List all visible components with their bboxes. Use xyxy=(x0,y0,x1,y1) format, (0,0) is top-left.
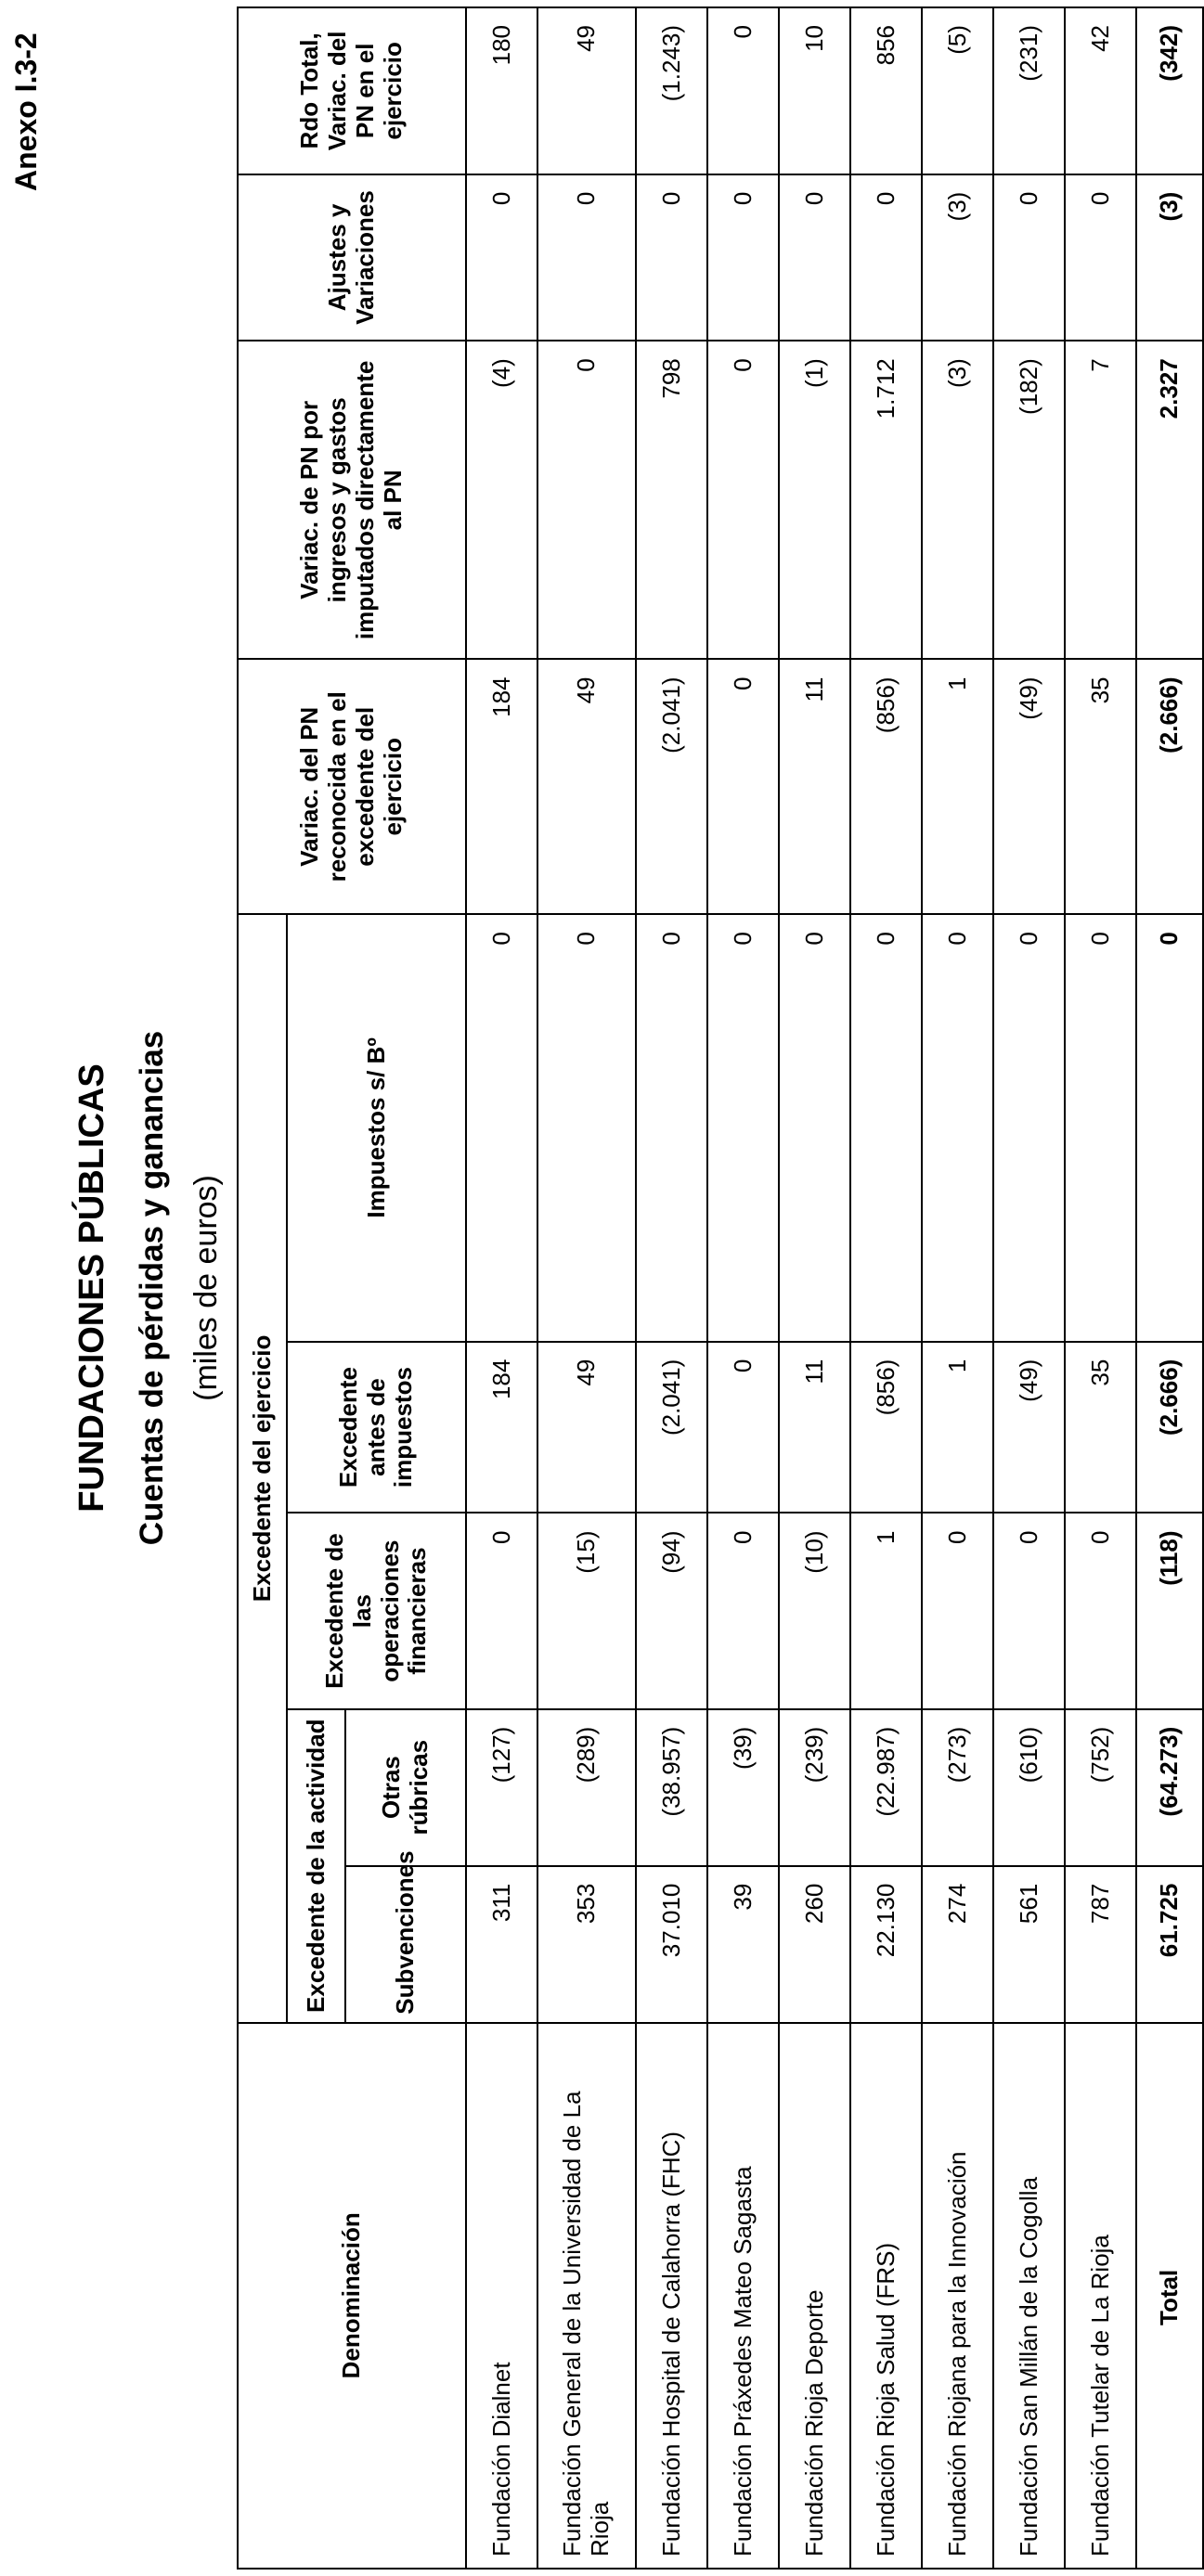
row-value: 11 xyxy=(779,1342,850,1513)
row-value: 787 xyxy=(1065,1866,1136,2023)
row-value: 0 xyxy=(707,659,779,914)
row-value: (10) xyxy=(779,1513,850,1708)
table-body xyxy=(466,7,1136,2569)
row-value: 0 xyxy=(707,341,779,659)
results-table xyxy=(237,6,1204,2570)
row-value: 10 xyxy=(779,7,850,174)
row-value: 0 xyxy=(707,914,779,1342)
row-value: (856) xyxy=(850,659,922,914)
row-value: (752) xyxy=(1065,1709,1136,1866)
total-value: 2.327 xyxy=(1136,341,1203,659)
header-rdo-total: Rdo Total, Variac. del PN en el ejercicio xyxy=(238,7,466,174)
row-value: 0 xyxy=(466,174,537,341)
units-label: (miles de euros) xyxy=(188,1175,224,1401)
row-value: 22.130 xyxy=(850,1866,922,2023)
row-name: Fundación Rioja Salud (FRS) xyxy=(850,2023,922,2569)
row-value: (610) xyxy=(993,1709,1065,1866)
row-value: 0 xyxy=(993,914,1065,1342)
total-label: Total xyxy=(1136,2023,1203,2569)
row-value: 0 xyxy=(779,914,850,1342)
row-value: (5) xyxy=(922,7,993,174)
row-value: 0 xyxy=(636,174,707,341)
row-name: Fundación Rioja Deporte xyxy=(779,2023,850,2569)
header-variac-pn-ingresos-gastos: Variac. de PN por ingresos y gastos imputados directamente al PN xyxy=(238,341,466,659)
row-name: Fundación Práxedes Mateo Sagasta xyxy=(707,2023,779,2569)
total-value: (2.666) xyxy=(1136,1342,1203,1513)
row-value: 0 xyxy=(850,174,922,341)
row-value: 1 xyxy=(850,1513,922,1708)
total-value: (342) xyxy=(1136,7,1203,174)
row-value: 37.010 xyxy=(636,1866,707,2023)
row-value: 0 xyxy=(1065,1513,1136,1708)
header-excedente-ejercicio: Excedente del ejercicio xyxy=(238,914,287,2023)
row-value: 0 xyxy=(993,1513,1065,1708)
row-value: (239) xyxy=(779,1709,850,1866)
total-row xyxy=(1136,7,1203,2569)
row-value: (1.243) xyxy=(636,7,707,174)
row-value: (15) xyxy=(537,1513,636,1708)
row-value: 180 xyxy=(466,7,537,174)
table-row xyxy=(993,7,1065,2569)
page-subtitle: Cuentas de pérdidas y ganancias xyxy=(134,1030,170,1546)
table-row xyxy=(636,7,707,2569)
row-name: Fundación Hospital de Calahorra (FHC) xyxy=(636,2023,707,2569)
row-value: 353 xyxy=(537,1866,636,2023)
row-value: 0 xyxy=(707,174,779,341)
row-value: 0 xyxy=(707,1342,779,1513)
row-value: 0 xyxy=(466,1513,537,1708)
row-value: 561 xyxy=(993,1866,1065,2023)
row-value: (4) xyxy=(466,341,537,659)
row-value: 1.712 xyxy=(850,341,922,659)
table-row xyxy=(779,7,850,2569)
row-value: 0 xyxy=(537,174,636,341)
table-row xyxy=(1065,7,1136,2569)
row-value: 35 xyxy=(1065,659,1136,914)
row-value: 184 xyxy=(466,659,537,914)
row-value: (94) xyxy=(636,1513,707,1708)
row-value: (1) xyxy=(779,341,850,659)
row-name: Fundación Tutelar de La Rioja xyxy=(1065,2023,1136,2569)
row-name: Fundación San Millán de la Cogolla xyxy=(993,2023,1065,2569)
row-value: (273) xyxy=(922,1709,993,1866)
row-value: 0 xyxy=(707,7,779,174)
row-value: (289) xyxy=(537,1709,636,1866)
table-row xyxy=(707,7,779,2569)
row-value: 0 xyxy=(636,914,707,1342)
total-value: 61.725 xyxy=(1136,1866,1203,2023)
row-value: 0 xyxy=(466,914,537,1342)
row-value: 7 xyxy=(1065,341,1136,659)
row-value: 0 xyxy=(993,174,1065,341)
table-row xyxy=(537,7,636,2569)
row-value: 39 xyxy=(707,1866,779,2023)
row-value: 35 xyxy=(1065,1342,1136,1513)
header-ajustes: Ajustes y Variaciones xyxy=(238,174,466,341)
annex-label: Anexo I.3-2 xyxy=(9,32,43,191)
row-value: (3) xyxy=(922,174,993,341)
row-name: Fundación Dialnet xyxy=(466,2023,537,2569)
row-value: 311 xyxy=(466,1866,537,2023)
row-value: (2.041) xyxy=(636,659,707,914)
row-value: (49) xyxy=(993,1342,1065,1513)
row-value: (38.957) xyxy=(636,1709,707,1866)
total-value: (3) xyxy=(1136,174,1203,341)
header-excedente-actividad: Excedente de la actividad xyxy=(287,1709,345,2023)
total-value: (64.273) xyxy=(1136,1709,1203,1866)
row-value: 0 xyxy=(1065,174,1136,341)
row-value: 49 xyxy=(537,659,636,914)
table-row xyxy=(922,7,993,2569)
row-value: 0 xyxy=(537,341,636,659)
header-denominacion: Denominación xyxy=(238,2023,466,2569)
header-exc-operaciones-financieras: Excedente de las operaciones financieras xyxy=(287,1513,466,1708)
row-value: (127) xyxy=(466,1709,537,1866)
row-value: 1 xyxy=(922,659,993,914)
row-value: 11 xyxy=(779,659,850,914)
row-value: 856 xyxy=(850,7,922,174)
header-impuestos: Impuestos s/ Bº xyxy=(287,914,466,1342)
row-value: 0 xyxy=(707,1513,779,1708)
row-name: Fundación Riojana para la Innovación xyxy=(922,2023,993,2569)
row-value: 49 xyxy=(537,7,636,174)
row-value: (49) xyxy=(993,659,1065,914)
row-value: (2.041) xyxy=(636,1342,707,1513)
row-value: (856) xyxy=(850,1342,922,1513)
row-value: 274 xyxy=(922,1866,993,2023)
row-value: 798 xyxy=(636,341,707,659)
row-value: 184 xyxy=(466,1342,537,1513)
row-value: 49 xyxy=(537,1342,636,1513)
header-variac-pn-reconocida: Variac. del PN reconocida en el excedente del ejercicio xyxy=(238,659,466,914)
table-row xyxy=(466,7,537,2569)
row-value: 1 xyxy=(922,1342,993,1513)
header-exc-antes-impuestos: Excedente antes de impuestos xyxy=(287,1342,466,1513)
total-value: (2.666) xyxy=(1136,659,1203,914)
table-row xyxy=(850,7,922,2569)
row-value: 0 xyxy=(850,914,922,1342)
row-value: 42 xyxy=(1065,7,1136,174)
row-value: (182) xyxy=(993,341,1065,659)
row-value: (231) xyxy=(993,7,1065,174)
row-value: 260 xyxy=(779,1866,850,2023)
row-value: 0 xyxy=(1065,914,1136,1342)
header-otras-rubricas: Otras rúbricas xyxy=(345,1709,466,1866)
row-value: 0 xyxy=(537,914,636,1342)
total-value: (118) xyxy=(1136,1513,1203,1708)
row-value: 0 xyxy=(922,1513,993,1708)
row-value: 0 xyxy=(779,174,850,341)
total-value: 0 xyxy=(1136,914,1203,1342)
page-title: FUNDACIONES PÚBLICAS xyxy=(72,1063,111,1513)
row-value: (3) xyxy=(922,341,993,659)
row-name: Fundación General de la Universidad de La Rioja xyxy=(537,2023,636,2569)
header-subvenciones: Subvenciones xyxy=(345,1866,466,2023)
row-value: (39) xyxy=(707,1709,779,1866)
row-value: 0 xyxy=(922,914,993,1342)
row-value: (22.987) xyxy=(850,1709,922,1866)
